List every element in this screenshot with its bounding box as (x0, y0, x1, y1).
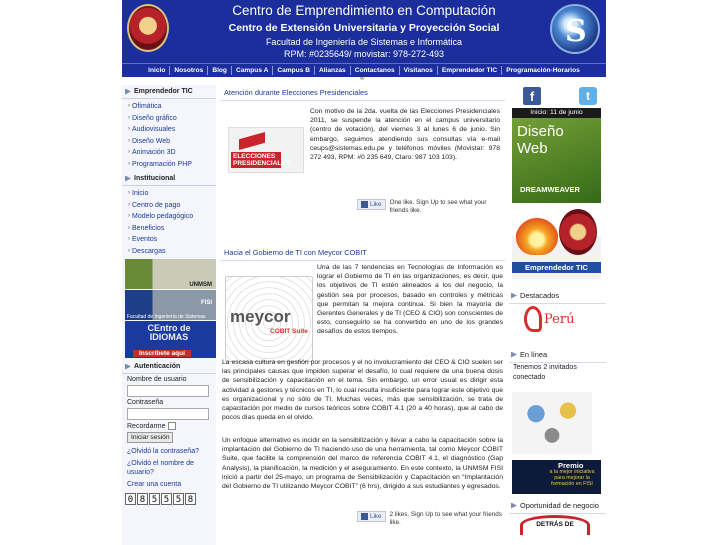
article-2-like-button[interactable]: Like (357, 511, 386, 522)
counter-digit: 8 (185, 493, 196, 505)
network-image (512, 392, 592, 454)
unmsm-seal-icon (559, 209, 597, 255)
article-1-like-text: One like. Sign Up to see what your friends like. (389, 199, 487, 214)
login-button[interactable]: Iniciar sesión (127, 432, 173, 443)
username-label: Nombre de usuario (127, 376, 187, 383)
marca-peru-logo[interactable] (520, 304, 584, 339)
meycor-logo-text: meycor (230, 307, 291, 326)
visit-counter (125, 493, 216, 505)
arrow-icon: › (128, 190, 130, 196)
article-1-like-row (357, 199, 502, 215)
arrow-icon: › (128, 103, 130, 109)
arrow-icon: › (128, 224, 130, 231)
main-nav (122, 63, 606, 77)
fisi-logo (550, 4, 600, 54)
article-2-paragraph-2: La escasa cultura en gestión por procesos y el no involucramiento del CEO & CIO suelen ser las principales causas que impiden superar el desafío, lo cual requiere de una buena dosis de sensibilización y capacitación en el tema. Sin embargo, un error usual es dirigir esta actividad a gestores y técnicos en TI, lo cual resulta insuficiente para lograr este objetivo que es organizacional y no sólo de TI. Muchas veces, más que sensibilización, se trata de capacitación por medio de cursos teóricos sobre COBIT 4.1 (20 a 40 horas), que al cabo de pocos días queda en el olvido. (222, 359, 503, 422)
online-users-text: Tenemos 2 invitados conectado (513, 364, 577, 381)
counter-digit: 0 (125, 493, 136, 505)
remember-checkbox[interactable] (168, 422, 176, 430)
phone-numbers: RPM: #0235649/ movistar: 978-272-493 (283, 49, 445, 59)
left-sidebar (122, 85, 216, 545)
remember-label: Recordarme (127, 422, 166, 430)
en-linea-heading: En línea (509, 347, 606, 363)
menu-item-animacion-3d[interactable]: › Animación 3D (128, 147, 216, 159)
arrow-icon: › (128, 126, 130, 132)
bullet-icon (511, 503, 517, 509)
create-account-link[interactable]: Crear una cuenta (127, 480, 182, 488)
menu-item-programacion-php[interactable]: › Programación PHP (128, 159, 216, 171)
nav-campus-a[interactable]: Campus A (232, 66, 273, 75)
nav-programacion-horarios[interactable]: Programación-Horarios (506, 67, 580, 74)
facebook-like-icon (361, 513, 368, 520)
counter-digit: 5 (161, 493, 172, 505)
fire-icon (516, 211, 558, 255)
bullet-icon (511, 293, 517, 299)
arrow-icon: › (128, 247, 130, 254)
peru-swirl-icon (524, 306, 542, 332)
article-1-title[interactable]: Atención durante Elecciones Presidenciales (220, 85, 505, 101)
module-institucional-heading: Institucional (122, 172, 216, 186)
bullet-icon (511, 352, 517, 358)
menu-item-audiovisuales[interactable]: › Audiovisuales (128, 124, 216, 136)
nav-nosotros[interactable]: Nosotros (170, 66, 208, 75)
meycor-image (225, 276, 313, 362)
page-wrapper (122, 0, 606, 545)
arrow-icon: › (128, 236, 130, 242)
site-title: Centro de Emprendimiento en Computación (232, 3, 496, 18)
faculty-name: Facultad de Ingeniería de Sistemas e Informática (265, 37, 463, 47)
article-2-like-row (357, 511, 502, 527)
article-1-text: Con motivo de la 2da. vuelta de las Elecciones Presidenciales 2011, se suspende la atención en el campus universitario (centro de votación), del viernes 3 al lunes 6 de junio. Sin embargo, seguimos atendiendo sus consultas vía e-mail ceups@sistemas.edu.pe y teléfonos móviles (Movistar: 978 272 493, RPM: #0 235 649, Claro: 987 103 103). (310, 108, 500, 162)
bullet-icon (125, 89, 131, 95)
fisi-logo-letter: S (565, 14, 587, 49)
fisi-banner[interactable]: FISI Facultad de Ingeniería de Sistemas (125, 290, 216, 320)
menu-item-diseno-web[interactable]: › Diseño Web (128, 136, 216, 148)
idiomas-banner[interactable]: CEntro de IDIOMAS Inscríbete aquí (125, 321, 216, 358)
password-field[interactable] (127, 408, 209, 420)
elecciones-image (228, 127, 304, 173)
menu-item-diseno-grafico[interactable]: › Diseño gráfico (128, 113, 216, 125)
article-2-title[interactable]: Hacia el Gobierno de TI con Meycor COBIT (220, 245, 505, 261)
arrow-icon: › (128, 149, 130, 155)
registered-mark: ® (360, 76, 365, 82)
arrow-icon: › (128, 114, 130, 121)
right-sidebar (509, 85, 606, 545)
emprendedor-tic-banner[interactable] (512, 207, 601, 279)
counter-digit: 8 (137, 493, 148, 505)
peru-wordmark: Perú (544, 312, 575, 327)
counter-digit: 5 (149, 493, 160, 505)
emprendedor-menu (122, 99, 216, 172)
menu-item-ofimatica[interactable]: › Ofimática (128, 101, 216, 113)
social-row (523, 87, 603, 107)
arrow-icon: › (128, 213, 130, 219)
unmsm-banner[interactable]: UNMSM (125, 259, 216, 289)
main-content (220, 85, 505, 545)
facebook-icon[interactable]: f (523, 87, 541, 105)
destacados-heading: Destacados (509, 288, 606, 304)
premio-title: Premio (558, 461, 584, 470)
arrow-icon: › (128, 137, 130, 144)
menu-item-inicio[interactable]: › Inicio (128, 188, 216, 200)
premio-text: a la mejor iniciativa para mejorar la formación en FISI (549, 469, 595, 487)
article-2-like-text: 2 likes. Sign Up to see what your friends like. (389, 511, 502, 526)
remember-row (122, 420, 216, 432)
promo-date: Inicio: 11 de junio (512, 108, 601, 118)
username-field[interactable] (127, 385, 209, 397)
detras-image[interactable] (520, 515, 590, 535)
meycor-logo-sub: COBIT Suite (270, 328, 308, 335)
menu-item-modelo-pedagogico[interactable]: › Modelo pedagógico (128, 211, 216, 223)
bullet-icon (125, 364, 131, 370)
premio-banner[interactable] (512, 460, 601, 494)
bullet-icon (125, 176, 131, 182)
arrow-icon: › (128, 160, 130, 167)
article-1-like-button[interactable]: Like (357, 199, 386, 210)
password-label: Contraseña (127, 399, 164, 406)
counter-digit: 5 (173, 493, 184, 505)
article-2-paragraph-3: Un enfoque alternativo es incidir en la sensibilización y llevar a cabo la capacitación sobre la implantación del Gobierno de TI haciendo uso de una herramienta, tal como Meycor COBIT Suite, que facilite la comprensión del marco de referencia COBIT 4.1, el diagnóstico (Gap Analysis), la planificación, la medición y el aseguramiento. En este contexto, la UNMSM FISI inició a partir del 25-mayo, un programa de Sensibilización y Capacitación en “Implantación del Gobierno de TI utilizando Meycor COBIT” (6 hrs), dirigido a sus estudiantes y egresados. (222, 437, 503, 491)
nav-alianzas[interactable]: Alianzas (315, 66, 351, 75)
nav-visitanos[interactable]: Visitanos (400, 66, 438, 75)
nav-campus-b[interactable]: Campus B (273, 66, 315, 75)
nav-blog[interactable]: Blog (208, 66, 232, 75)
emprendedor-tic-label: Emprendedor TIC (512, 262, 601, 273)
promo-title: Diseño Web (517, 123, 564, 157)
diseno-web-promo[interactable] (512, 108, 601, 203)
twitter-icon[interactable]: t (579, 87, 597, 105)
promo-product: DREAMWEAVER (520, 185, 580, 194)
site-subtitle: Centro de Extensión Universitaria y Proyección Social (228, 22, 500, 34)
ballot-icon (239, 132, 265, 150)
detras-text: DETRÁS DE (536, 521, 574, 528)
module-emprendedor-heading: Emprendedor TIC (122, 85, 216, 99)
nav-contactanos[interactable]: Contactanos (351, 66, 400, 75)
menu-item-eventos[interactable]: › Eventos (128, 234, 216, 246)
forgot-username-link[interactable]: ¿Olvidó el nombre de usuario? (127, 459, 194, 476)
article-1-body (220, 101, 505, 213)
elecciones-label: ELECCIONES PRESIDENCIALES (233, 153, 291, 167)
menu-item-centro-de-pago[interactable]: › Centro de pago (128, 200, 216, 212)
article-2-paragraph-1: Una de las 7 tendencias en Tecnologías de Información es lograr el Gobierno de TI en las organizaciones, es decir, que los objetivos de TI estén alineados a los del negocio, la gestión sea por procesos, basado en controles y métricas que permitan la mejora continua. Si bien la mayoría de Gerentes Generales y de TI (CEO & CIO) son conscientes de esto, conseguirlo se ha convertido en uno de los grandes desafíos de estos tiempos. (317, 264, 503, 336)
nav-emprendedor-tic[interactable]: Emprendedor TIC (438, 66, 502, 75)
site-header (122, 0, 606, 63)
nav-inicio[interactable]: Inicio (144, 66, 170, 75)
institucional-menu (122, 186, 216, 259)
forgot-password-link[interactable]: ¿Olvidó la contraseña? (127, 448, 199, 455)
oportunidad-heading: Oportunidad de negocio (509, 498, 606, 514)
module-auth-heading: Autenticación (122, 360, 216, 374)
arrow-icon: › (128, 201, 130, 208)
facebook-like-icon (361, 201, 368, 208)
menu-item-beneficios[interactable]: › Beneficios (128, 223, 216, 235)
menu-item-descargas[interactable]: › Descargas (128, 246, 216, 258)
